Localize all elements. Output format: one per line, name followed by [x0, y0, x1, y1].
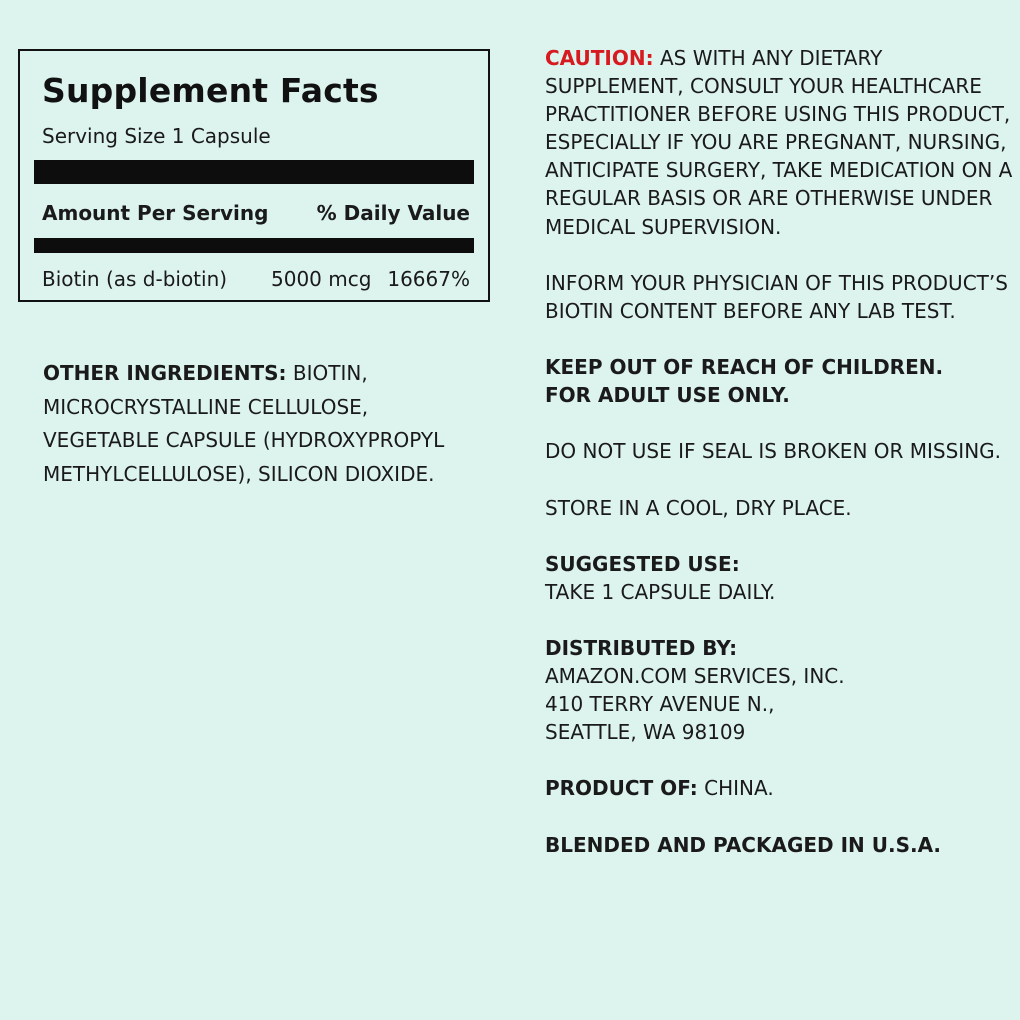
children-warning-line2: FOR ADULT USE ONLY. [545, 383, 790, 408]
distributed-by-label: DISTRIBUTED BY: [545, 635, 738, 660]
product-of-label: PRODUCT OF: [545, 776, 698, 801]
storage-instructions: STORE IN A COOL, DRY PLACE. [545, 495, 852, 520]
nutrient-name: Biotin (as d-biotin) [42, 267, 228, 291]
nutrient-amount: 5000 mcg [271, 267, 372, 291]
suggested-use-text: TAKE 1 CAPSULE DAILY. [545, 579, 776, 604]
nutrient-row [42, 267, 470, 291]
children-warning [545, 353, 1015, 409]
other-ingredients-text: BIOTIN, MICROCRYSTALLINE CELLULOSE, VEGETABLE CAPSULE (HYDROXYPROPYL METHYLCELLULOSE), SILICON DIOXIDE. [43, 361, 445, 486]
caution-label: CAUTION: [545, 46, 654, 70]
amount-per-serving-header: Amount Per Serving [42, 201, 269, 225]
other-ingredients [43, 357, 483, 491]
thick-divider [34, 160, 474, 184]
seal-notice: DO NOT USE IF SEAL IS BROKEN OR MISSING. [545, 439, 1002, 464]
distributed-by [545, 634, 1015, 746]
suggested-use-label: SUGGESTED USE: [545, 551, 740, 576]
distributor-street: 410 TERRY AVENUE N., [545, 692, 775, 717]
nutrient-daily-value: 16667% [387, 267, 470, 291]
serving-size: Serving Size 1 Capsule [42, 124, 271, 148]
distributor-city: SEATTLE, WA 98109 [545, 720, 746, 745]
label-text-column [545, 44, 1015, 887]
suggested-use [545, 550, 1015, 606]
medium-divider [34, 238, 474, 253]
distributor-name: AMAZON.COM SERVICES, INC. [545, 664, 845, 689]
product-of [545, 774, 1015, 802]
children-warning-line1: KEEP OUT OF REACH OF CHILDREN. [545, 355, 944, 380]
facts-header-row [42, 201, 470, 225]
other-ingredients-label: OTHER INGREDIENTS: [43, 361, 287, 385]
supplement-facts-title: Supplement Facts [42, 71, 379, 110]
product-of-country: CHINA. [697, 776, 774, 801]
supplement-facts-panel [18, 49, 490, 302]
caution-paragraph [545, 44, 1015, 241]
caution-text: AS WITH ANY DIETARY SUPPLEMENT, CONSULT YOUR HEALTHCARE PRACTITIONER BEFORE USING THIS PRODUCT, ESPECIALLY IF YOU ARE PREGNANT, NURSING, ANTICIPATE SURGERY, TAKE MEDICATION ON A REGULAR BASIS OR ARE OTHERWISE UNDER MEDICAL SUPERVISION. [545, 46, 1013, 239]
daily-value-header: % Daily Value [316, 201, 470, 225]
blended-packaged-statement: BLENDED AND PACKAGED IN U.S.A. [545, 832, 942, 857]
physician-notice: INFORM YOUR PHYSICIAN OF THIS PRODUCT’S BIOTIN CONTENT BEFORE ANY LAB TEST. [545, 270, 1008, 323]
